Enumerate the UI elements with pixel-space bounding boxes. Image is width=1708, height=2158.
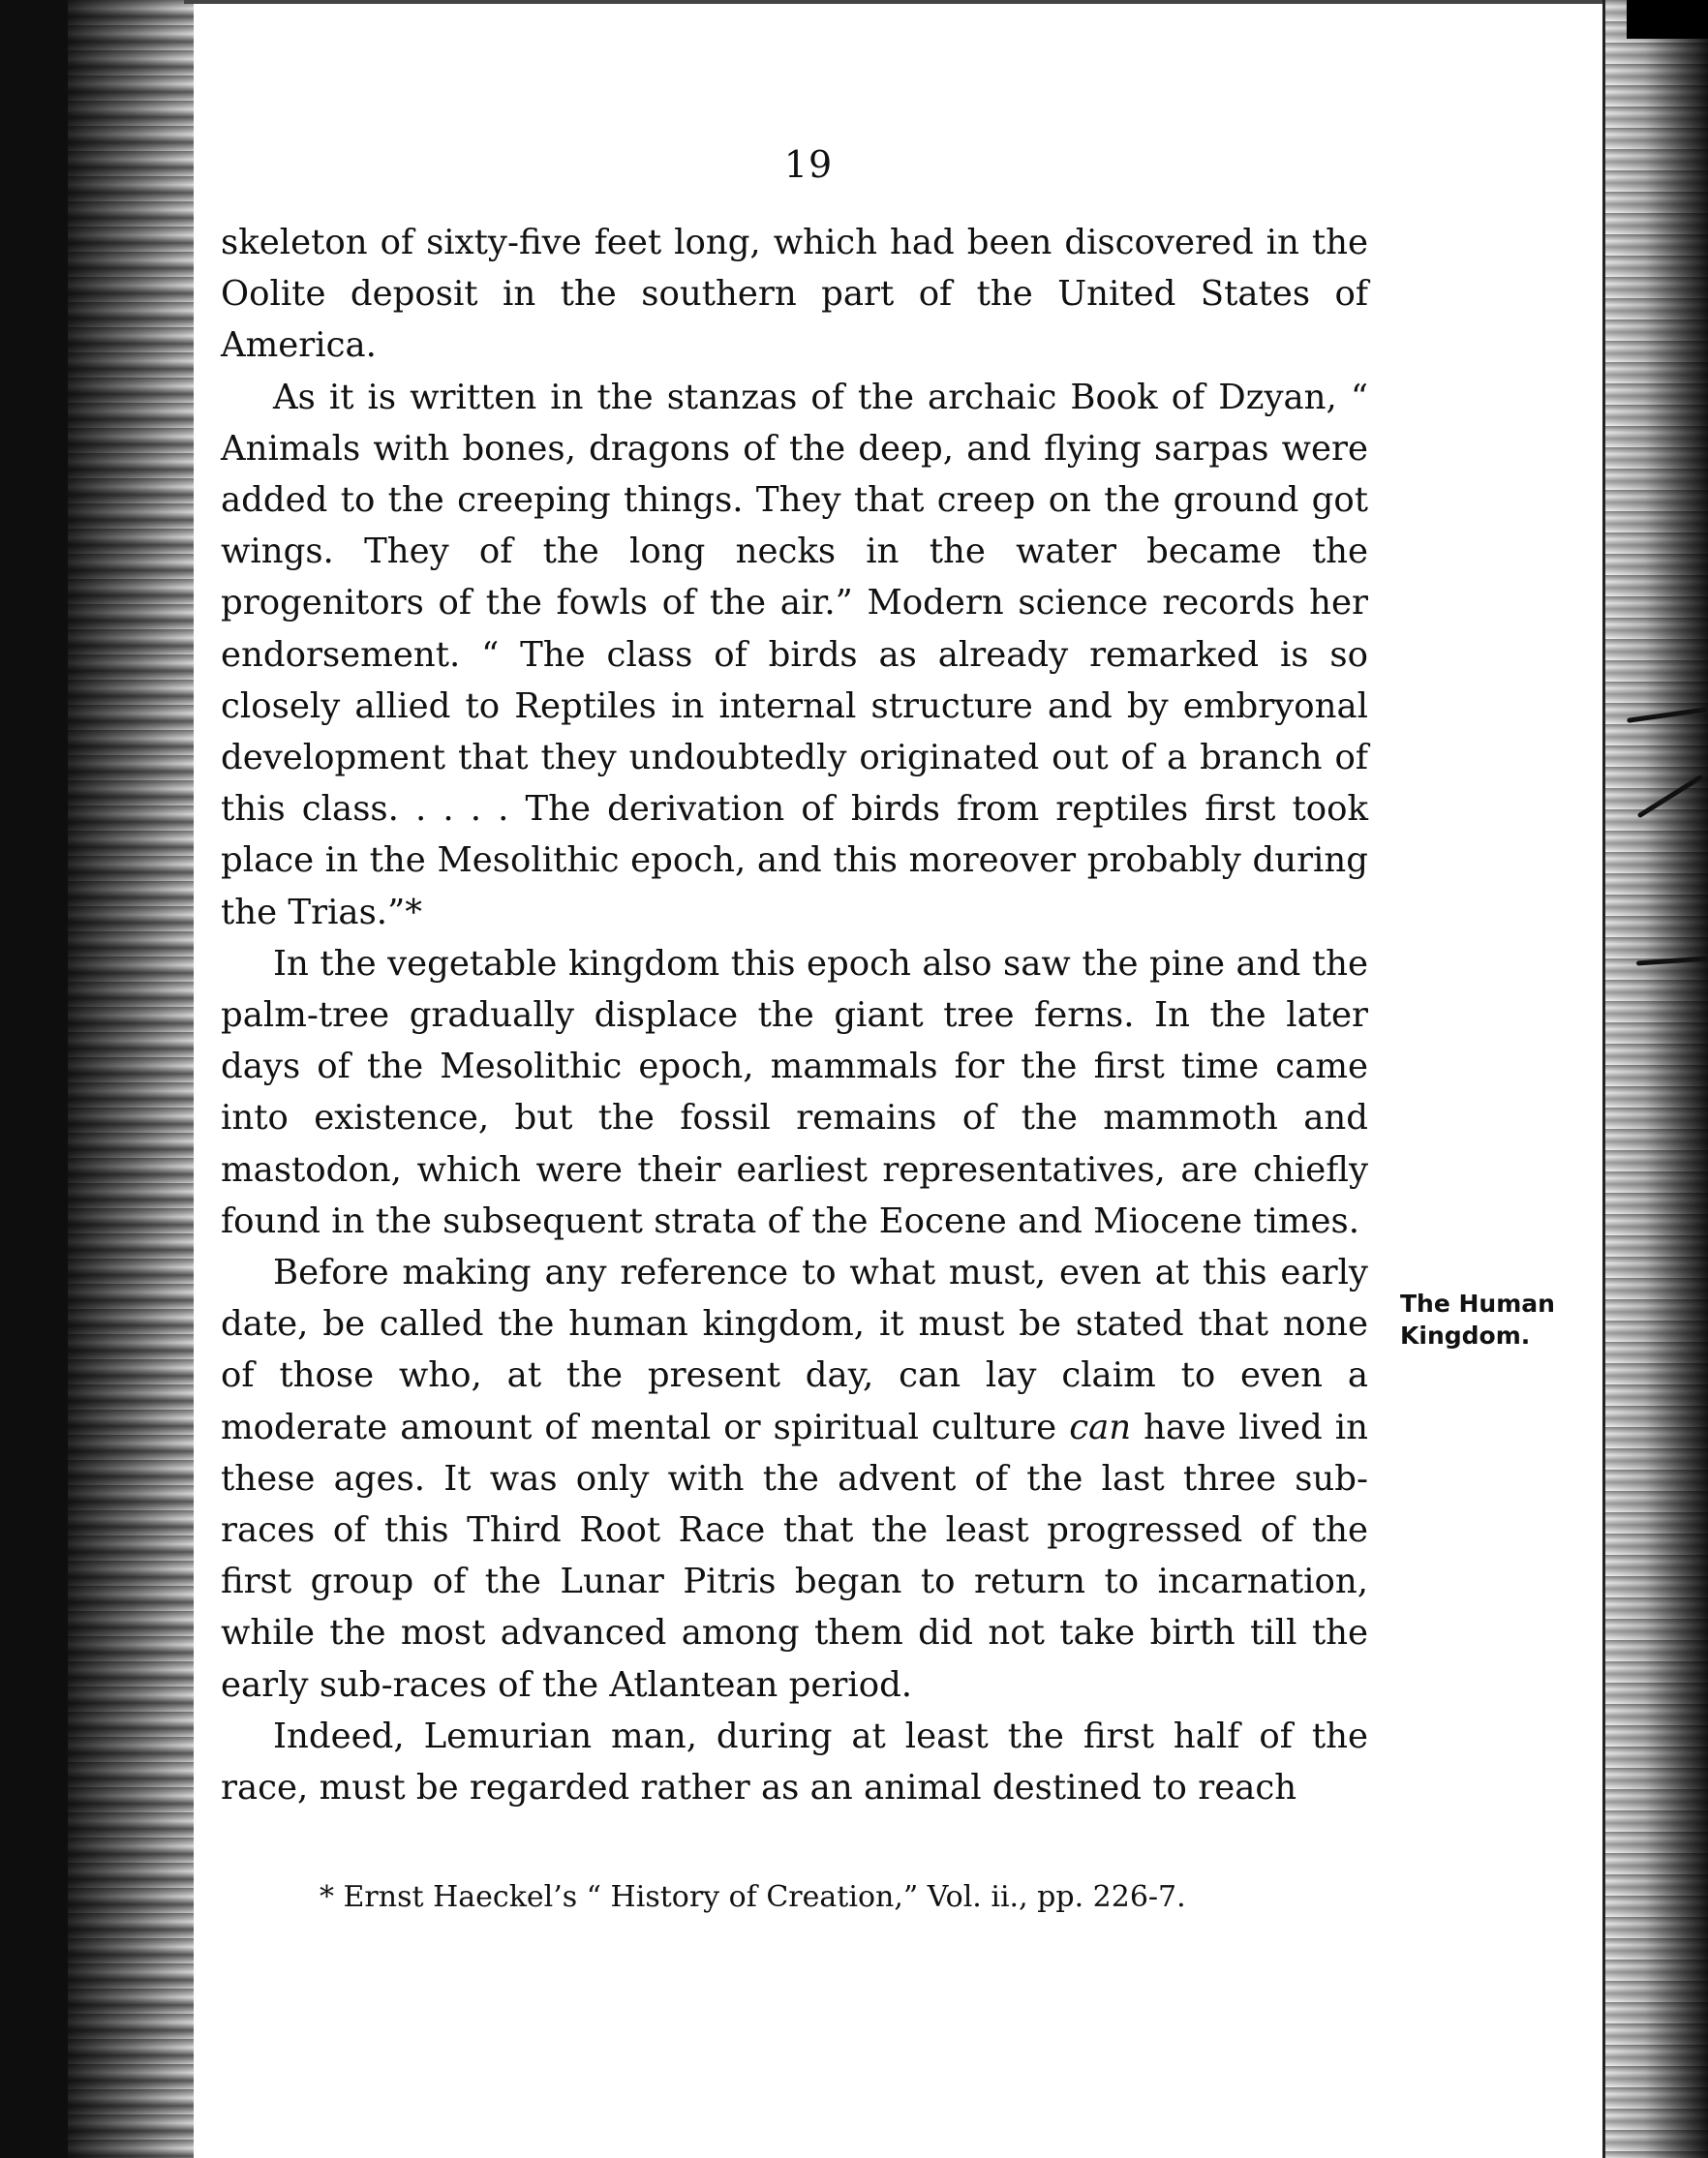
paragraph-4-text-before: Before making any reference to what must, even at this early date, be called the human kingdom, it must be stated that none of those who, at the present day, can lay claim to even a moderate amount of mental or spiritual culture [221, 1253, 1368, 1447]
paragraph-4-text-after: have lived in these ages. It was only with the advent of the last three sub-races of this Third Root Race that the least progressed of the first group of the Lunar Pitris began to return to incarnation, while the most advanced among them did not take birth till the early sub-races of the Atlantean period. [221, 1407, 1368, 1705]
paragraph-4-emphasis: can [1069, 1407, 1132, 1447]
sidenote-line-2: Kingdom. [1400, 1322, 1531, 1350]
margin-sidenote [1400, 1288, 1594, 1352]
main-text [221, 217, 1368, 1813]
paragraph-5: Indeed, Lemurian man, during at least the first half of the race, must be regarded rather as an animal destined to reach [221, 1716, 1368, 1808]
sidenote-line-1: The Human [1400, 1290, 1555, 1318]
paragraph-1: skeleton of sixty-five feet long, which had been discovered in the Oolite deposit in the southern part of the United States of America. [221, 223, 1368, 366]
scan-left-binding-shadow [0, 0, 68, 2158]
footnote: * Ernst Haeckel’s “ History of Creation,” Vol. ii., pp. 226-7. [320, 1880, 1186, 1914]
paragraph-3: In the vegetable kingdom this epoch also saw the pine and the palm-tree gradually displace the giant tree ferns. In the later days of the Mesolithic epoch, mammals for the first time came into existence, but the fossil remains of the mammoth and mastodon, which were their earliest representatives, are chiefly found in the subsequent strata of the Eocene and Miocene times. [221, 943, 1368, 1241]
page-top-edge [184, 0, 1607, 4]
paragraph-2: As it is written in the stanzas of the archaic Book of Dzyan, “ Animals with bones, dragons of the deep, and flying sarpas were added to the creeping things. They that creep on the ground got wings. They of the long necks in the water became the progenitors of the fowls of the air.” Modern science records her endorsement. “ The class of birds as already remarked is so closely allied to Reptiles in internal structure and by embryonal development that they undoubtedly originated out of a branch of this class. . . . . The derivation of birds from reptiles first took place in the Mesolithic epoch, and this moreover probably during the Trias.”* [221, 377, 1368, 932]
scan-right-edge [1605, 0, 1708, 2158]
scan-right-corner [1627, 0, 1708, 39]
paragraph-4 [221, 1247, 1368, 1711]
page-number: 19 [783, 143, 834, 186]
